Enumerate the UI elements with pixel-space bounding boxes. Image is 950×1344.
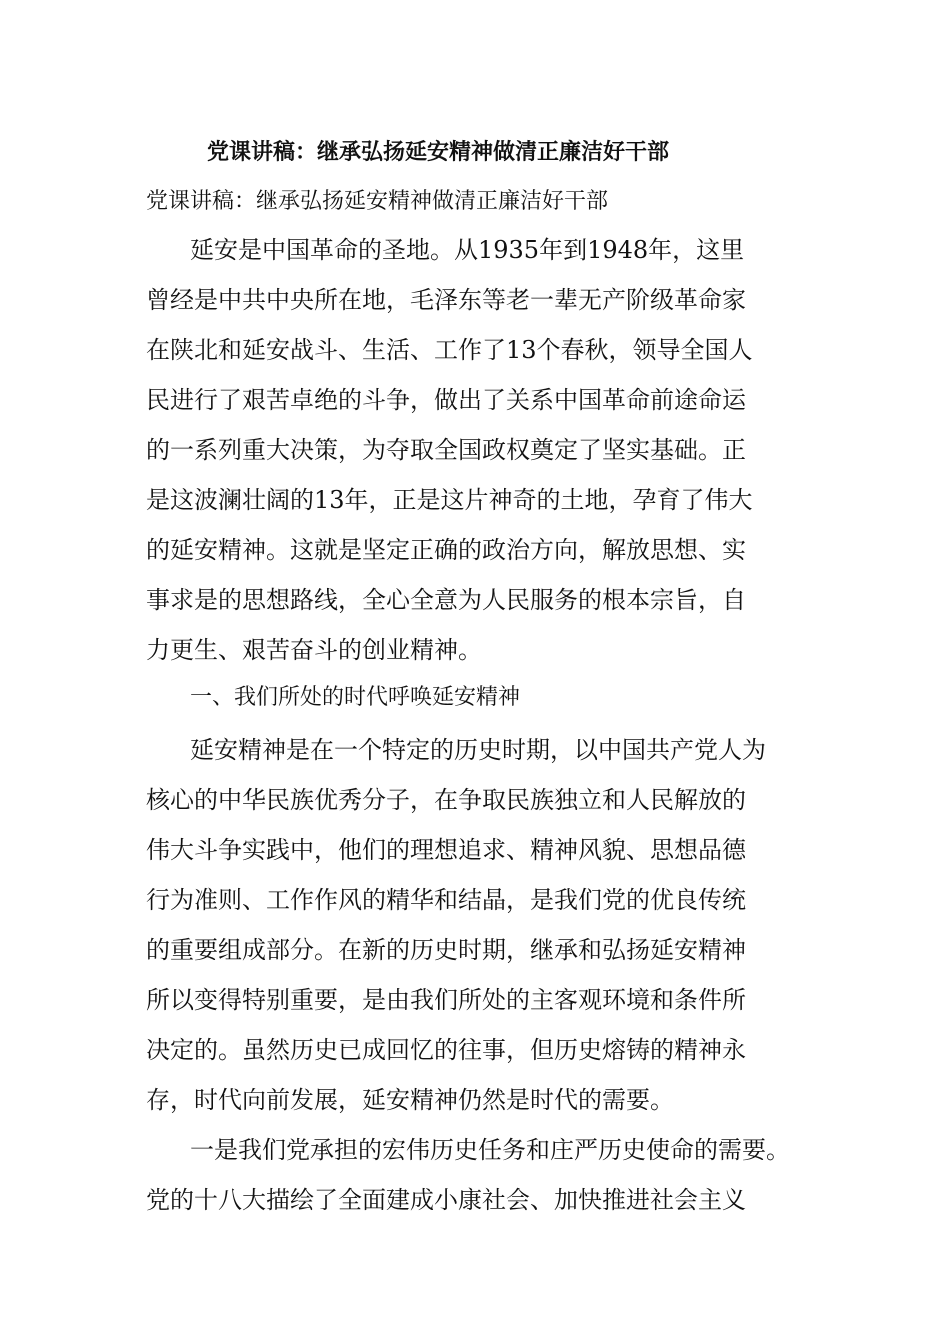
text-line: 所以变得特别重要，是由我们所处的主客观环境和条件所 — [146, 986, 746, 1014]
text-line: 党的十八大描绘了全面建成小康社会、加快推进社会主义 — [146, 1186, 746, 1214]
paragraph-intro — [146, 230, 836, 680]
text-line: 在陕北和延安战斗、生活、工作了13个春秋，领导全国人 — [146, 336, 753, 364]
paragraph-yanan-spirit — [146, 730, 836, 1130]
text-line: 延安是中国革命的圣地。从1935年到1948年，这里 — [190, 236, 745, 264]
text-line: 力更生、艰苦奋斗的创业精神。 — [146, 636, 482, 664]
text-line: 曾经是中共中央所在地，毛泽东等老一辈无产阶级革命家 — [146, 286, 746, 314]
section-heading — [146, 680, 836, 730]
text-line: 延安精神是在一个特定的历史时期，以中国共产党人为 — [190, 736, 766, 764]
text-line: 事求是的思想路线，全心全意为人民服务的根本宗旨，自 — [146, 586, 746, 614]
document-subtitle: 党课讲稿：继承弘扬延安精神做清正廉洁好干部 — [146, 189, 609, 214]
paragraph-first-point — [146, 1130, 836, 1230]
text-line: 的延安精神。这就是坚定正确的政治方向，解放思想、实 — [146, 536, 746, 564]
text-line: 一是我们党承担的宏伟历史任务和庄严历史使命的需要。 — [190, 1136, 790, 1164]
text-line: 行为准则、工作作风的精华和结晶，是我们党的优良传统 — [146, 886, 746, 914]
text-line: 伟大斗争实践中，他们的理想追求、精神风貌、思想品德 — [146, 836, 746, 864]
text-line: 的重要组成部分。在新的历史时期，继承和弘扬延安精神 — [146, 936, 746, 964]
text-line: 核心的中华民族优秀分子，在争取民族独立和人民解放的 — [146, 786, 746, 814]
section-heading-text: 一、我们所处的时代呼唤延安精神 — [190, 685, 521, 710]
document-body — [146, 230, 836, 1230]
text-line: 的一系列重大决策，为夺取全国政权奠定了坚实基础。正 — [146, 436, 746, 464]
document-title: 党课讲稿：继承弘扬延安精神做清正廉洁好干部 — [207, 139, 670, 165]
text-line: 民进行了艰苦卓绝的斗争，做出了关系中国革命前途命运 — [146, 386, 746, 414]
text-line: 存，时代向前发展，延安精神仍然是时代的需要。 — [146, 1086, 674, 1114]
text-line: 是这波澜壮阔的13年，正是这片神奇的土地，孕育了伟大 — [146, 486, 753, 514]
text-line: 决定的。虽然历史已成回忆的往事，但历史熔铸的精神永 — [146, 1036, 746, 1064]
